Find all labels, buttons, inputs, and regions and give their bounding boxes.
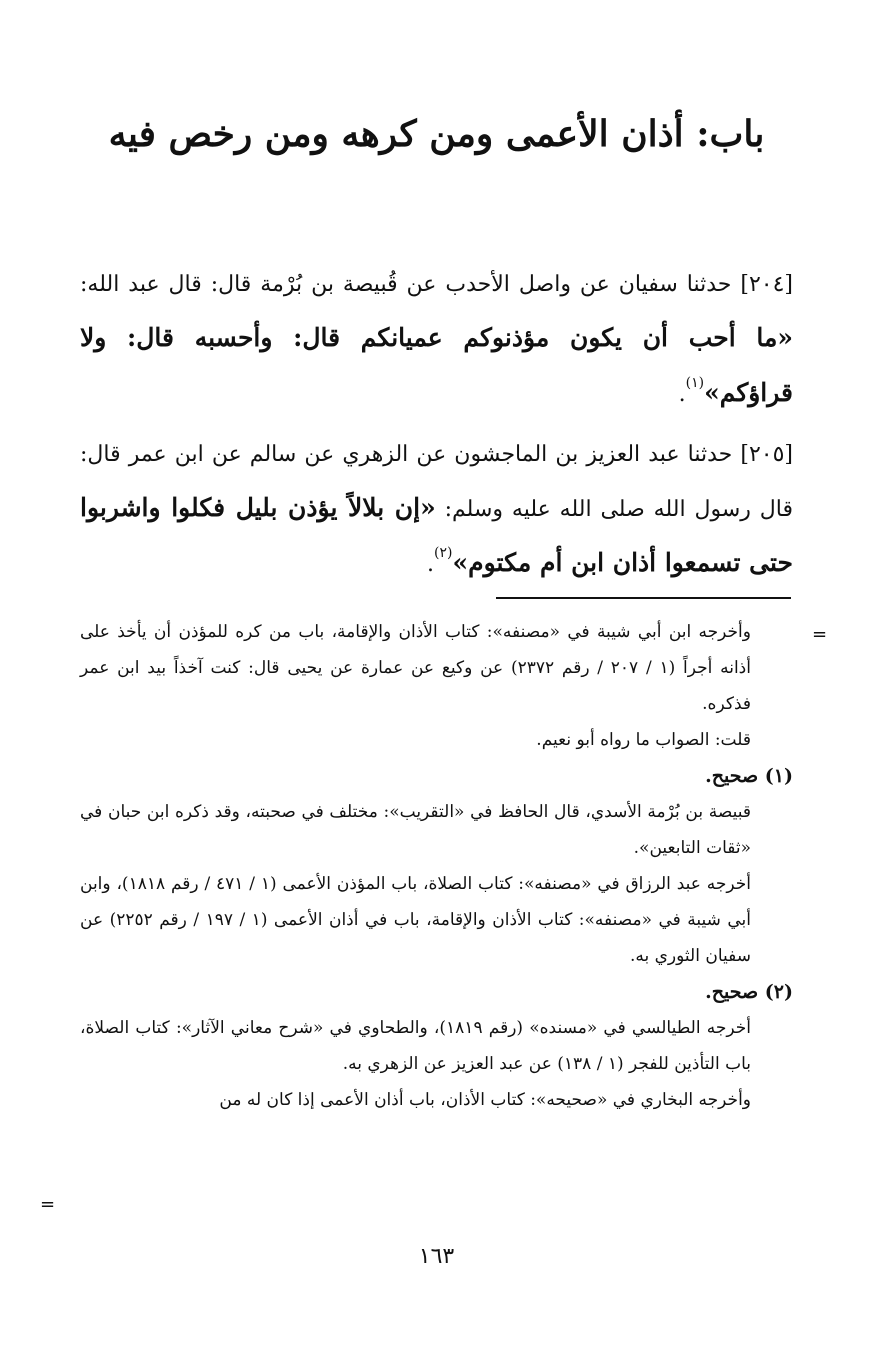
hadith-number: [٢٠٥] [740, 442, 793, 467]
footnote-separator [496, 597, 791, 599]
footnote-1-paragraph: قبيصة بن بُرْمة الأسدي، قال الحافظ في «التقريب»: مختلف في صحبته، وقد ذكره ابن حبان في «ثقات التابعين». [80, 802, 751, 858]
chapter-title: باب: أذان الأعمى ومن كرهه ومن رخص فيه [108, 113, 765, 155]
continuation-mark-top: = [812, 624, 828, 645]
footnote-ref-2[interactable]: (٢) [434, 545, 453, 561]
footnote-continuation-text: وأخرجه ابن أبي شيبة في «مصنفه»: كتاب الأذان والإقامة، باب من كره للمؤذن أن يأخذ على أذانه أجراً (١ / ٢٠٧ / رقم ٢٣٧٢) عن وكيع عن عمارة عن يحيى قال: كنت آخذاً بيد ابن عمر فذكره. [80, 622, 751, 714]
footnote-2-paragraph: وأخرجه البخاري في «صحيحه»: كتاب الأذان، باب أذان الأعمى إذا كان له من [219, 1090, 751, 1110]
hadith-end: . [678, 382, 686, 407]
footnotes [80, 614, 793, 1118]
page-number: ١٦٣ [418, 1244, 455, 1269]
continuation-mark-bottom: = [40, 1194, 56, 1215]
hadith-end: . [427, 552, 435, 577]
footnote-ref-1[interactable]: (١) [685, 375, 705, 391]
hadith-204 [80, 258, 793, 421]
hadith-matn: «إن بلالاً يؤذن بليل فكلوا واشربوا حتى تسمعوا أذان ابن أم مكتوم» [80, 493, 793, 577]
footnote-2-paragraph: أخرجه الطيالسي في «مسنده» (رقم ١٨١٩)، والطحاوي في «شرح معاني الآثار»: كتاب الصلاة، باب التأذين للفجر (١ / ١٣٨) عن عبد العزيز عن الزهري به. [80, 1018, 751, 1074]
footnote-2-heading: (٢) صحيح. [705, 981, 793, 1003]
hadith-matn: «ما أحب أن يكون مؤذنوكم عميانكم قال: وأحسبه قال: ولا قراؤكم» [80, 323, 793, 407]
footnote-1-heading: (١) صحيح. [705, 765, 793, 787]
footnote-continuation-note: قلت: الصواب ما رواه أبو نعيم. [536, 730, 751, 750]
hadith-205 [80, 428, 793, 591]
footnote-1-paragraph: أخرجه عبد الرزاق في «مصنفه»: كتاب الصلاة، باب المؤذن الأعمى (١ / ٤٧١ / رقم ١٨١٨)، وابن أبي شيبة في «مصنفه»: كتاب الأذان والإقامة، باب في أذان الأعمى (١ / ١٩٧ / رقم ٢٢٥٢) عن سفيان الثوري به. [80, 874, 752, 966]
hadith-chain: حدثنا عبد العزيز بن الماجشون عن الزهري عن سالم عن ابن عمر قال: قال رسول الله صلى الله عليه وسلم: [80, 442, 793, 522]
hadith-number: [٢٠٤] [740, 272, 793, 297]
hadith-chain: حدثنا سفيان عن واصل الأحدب عن قُبيصة بن بُرْمة قال: قال عبد الله: [80, 272, 741, 297]
